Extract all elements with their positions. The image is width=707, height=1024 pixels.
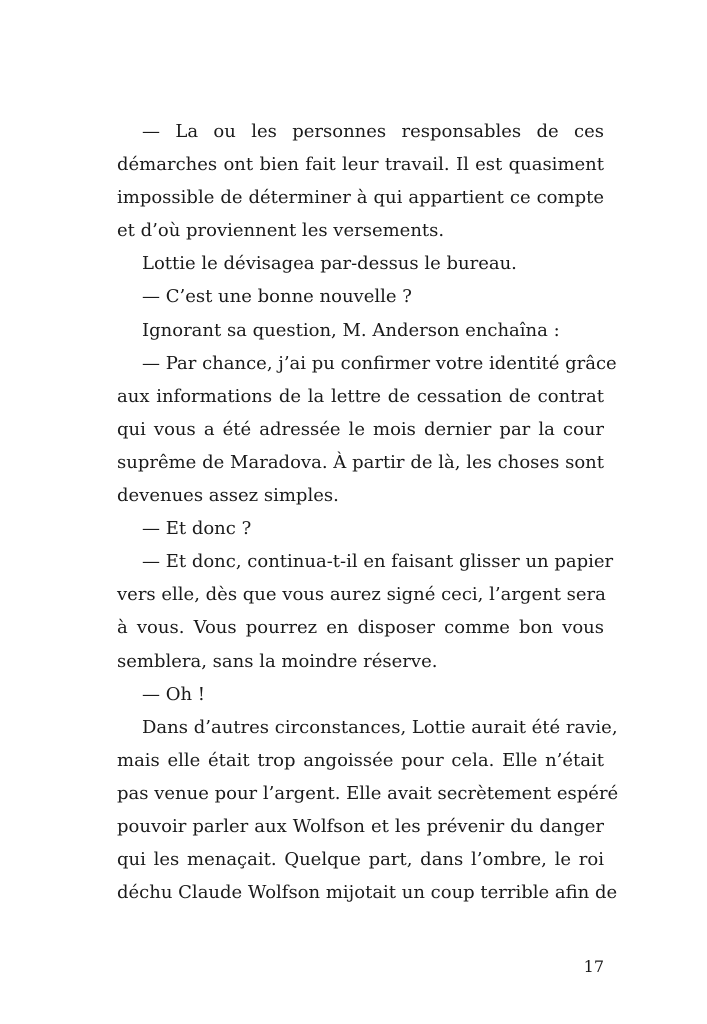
text-line: pas venue pour l’argent. Elle avait secrètement espéré <box>117 782 619 804</box>
text-line: semblera, sans la moindre réserve. <box>117 650 438 672</box>
text-line: devenues assez simples. <box>117 485 339 507</box>
text-line: Lottie le dévisagea par-dessus le bureau. <box>142 253 517 275</box>
text-line: — C’est une bonne nouvelle ? <box>142 286 412 308</box>
text-line: Ignorant sa question, M. Anderson enchaîna : <box>142 319 560 341</box>
text-line: suprême de Maradova. À partir de là, les choses sont <box>117 451 604 473</box>
text-line: — La ou les personnes responsables de ces <box>142 121 604 142</box>
page-number: 17 <box>583 957 604 976</box>
text-line: qui les menaçait. Quelque part, dans l’ombre, le roi <box>117 849 604 871</box>
text-line: vers elle, dès que vous aurez signé ceci, l’argent sera <box>117 584 606 606</box>
text-line: mais elle était trop angoissée pour cela. Elle n’était <box>117 749 604 771</box>
text-line: — Oh ! <box>142 683 206 705</box>
text-line: qui vous a été adressée le mois dernier par la cour <box>117 418 604 440</box>
text-line: — Et donc, continua-t-il en faisant glisser un papier <box>142 551 614 573</box>
text-line: — Par chance, j’ai pu confirmer votre identité grâce <box>142 352 617 374</box>
text-line: aux informations de la lettre de cessation de contrat <box>117 385 604 407</box>
text-line: et d’où proviennent les versements. <box>117 220 445 242</box>
text-line: impossible de déterminer à qui appartient ce compte <box>117 187 604 209</box>
text-line: démarches ont bien fait leur travail. Il est quasiment <box>117 154 604 176</box>
page-body-text <box>117 115 619 909</box>
text-line: pouvoir parler aux Wolfson et les prévenir du danger <box>117 815 604 837</box>
text-line: Dans d’autres circonstances, Lottie aurait été ravie, <box>142 716 618 738</box>
text-line: — Et donc ? <box>142 518 252 540</box>
text-line: déchu Claude Wolfson mijotait un coup terrible afin de <box>117 882 618 904</box>
text-line: à vous. Vous pourrez en disposer comme bon vous <box>117 617 604 639</box>
